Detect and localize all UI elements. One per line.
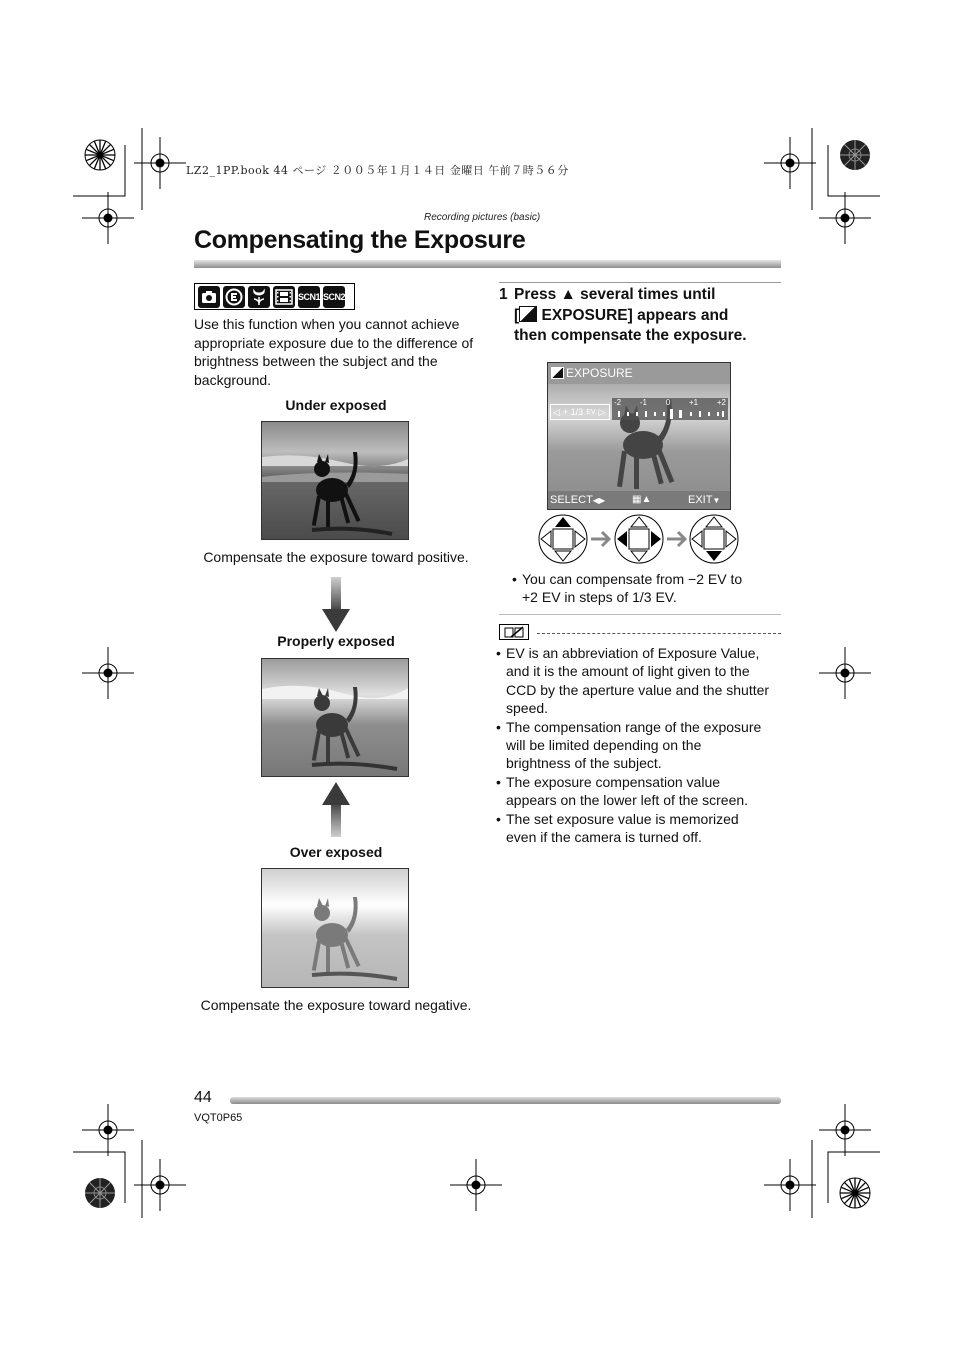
scale-label-4: +2 (716, 398, 726, 407)
step-line-1: Press ▲ several times until (514, 286, 716, 303)
notes-header (499, 624, 781, 642)
intro-paragraph: Use this function when you cannot achieve appropriate exposure due to the difference of brightness between the subject and the background. (194, 316, 474, 388)
exposure-icon (519, 306, 537, 322)
cursor-down-pressed-icon (690, 515, 738, 563)
arrow-down-icon (322, 577, 350, 633)
page-title: Compensating the Exposure (194, 226, 526, 254)
under-exposed-label: Under exposed (285, 397, 387, 413)
notes-dashed-line (537, 633, 781, 634)
page-number: 44 (194, 1089, 212, 1106)
camera-mode-icon (198, 286, 220, 308)
running-head: Recording pictures (basic) (424, 212, 541, 223)
lcd-scale-labels (612, 398, 728, 407)
scene-2-mode-icon: SCN2 (323, 286, 345, 308)
lcd-value-box (550, 404, 610, 420)
scene-1-mode-icon: SCN1 (298, 286, 320, 308)
note-item: • The exposure compensation value appears on the lower left of the screen. (496, 773, 782, 810)
scale-label-1: -1 (639, 398, 647, 407)
lcd-screen (547, 362, 731, 510)
lcd-exit: EXIT▼ (688, 494, 721, 506)
motion-picture-mode-icon (273, 286, 295, 308)
step-top-rule (499, 282, 781, 283)
lcd-left-arrow-icon: ◁ (553, 406, 560, 417)
note-item: • The compensation range of the exposure will be limited depending on the brightness of the subject. (496, 718, 782, 773)
title-rule (194, 260, 781, 268)
step-note (512, 570, 780, 607)
macro-mode-icon (248, 286, 270, 308)
file-header: LZ2_1PP.book 44 ページ ２００５年１月１４日 金曜日 午前７時５６分 (186, 164, 569, 177)
mode-icons (194, 283, 355, 310)
economy-mode-icon (223, 286, 245, 308)
scale-label-3: +1 (688, 398, 699, 407)
lcd-select: SELECT◀▶ (550, 494, 606, 506)
lcd-scale (612, 398, 728, 420)
under-exposed-photo (261, 421, 409, 540)
arrow-right-icon (667, 532, 685, 546)
lcd-scale-ticks (612, 409, 728, 419)
under-exposed-caption: Compensate the exposure toward positive. (203, 549, 469, 565)
note-item: • EV is an abbreviation of Exposure Value, and it is the amount of light given to the CCD by the aperture value and the shutter speed. (496, 644, 782, 718)
lcd-mode-icon: ▦▲ (632, 494, 652, 505)
lcd-ev-label: EV (586, 408, 596, 416)
over-exposed-caption: Compensate the exposure toward negative. (200, 997, 472, 1013)
lcd-title: EXPOSURE (566, 366, 633, 380)
properly-exposed-label: Properly exposed (277, 633, 395, 649)
cursor-buttons-diagram (537, 513, 741, 565)
notes-divider (499, 614, 781, 615)
note-icon (499, 624, 529, 640)
scale-label-2: 0 (665, 398, 671, 407)
footer-rule (230, 1097, 781, 1104)
note-item: • The set exposure value is memorized even if the camera is turned off. (496, 810, 782, 847)
step-line-2: [ EXPOSURE] appears and (514, 306, 729, 324)
scale-label-0: -2 (614, 398, 622, 407)
lcd-exit-arrow-icon: ▼ (712, 496, 721, 505)
cursor-left-right-pressed-icon (615, 515, 663, 563)
step-line-3: then compensate the exposure. (514, 327, 747, 344)
step-number: 1 (499, 286, 508, 303)
arrow-right-icon (591, 532, 609, 546)
lcd-title-row (551, 366, 633, 380)
over-exposed-label: Over exposed (289, 844, 383, 860)
step-note-item: • You can compensate from −2 EV to +2 EV in steps of 1/3 EV. (512, 570, 780, 607)
lcd-select-arrows-icon: ◀▶ (592, 496, 606, 505)
properly-exposed-photo (261, 658, 409, 777)
lcd-value: + 1/3 (562, 407, 584, 417)
doc-code: VQT0P65 (194, 1112, 243, 1124)
notes-list (496, 644, 782, 846)
arrow-up-icon (322, 781, 350, 837)
cursor-up-pressed-icon (539, 515, 587, 563)
lcd-right-arrow-icon: ▷ (598, 406, 606, 417)
over-exposed-photo (261, 868, 409, 988)
lcd-exposure-icon (551, 367, 564, 379)
